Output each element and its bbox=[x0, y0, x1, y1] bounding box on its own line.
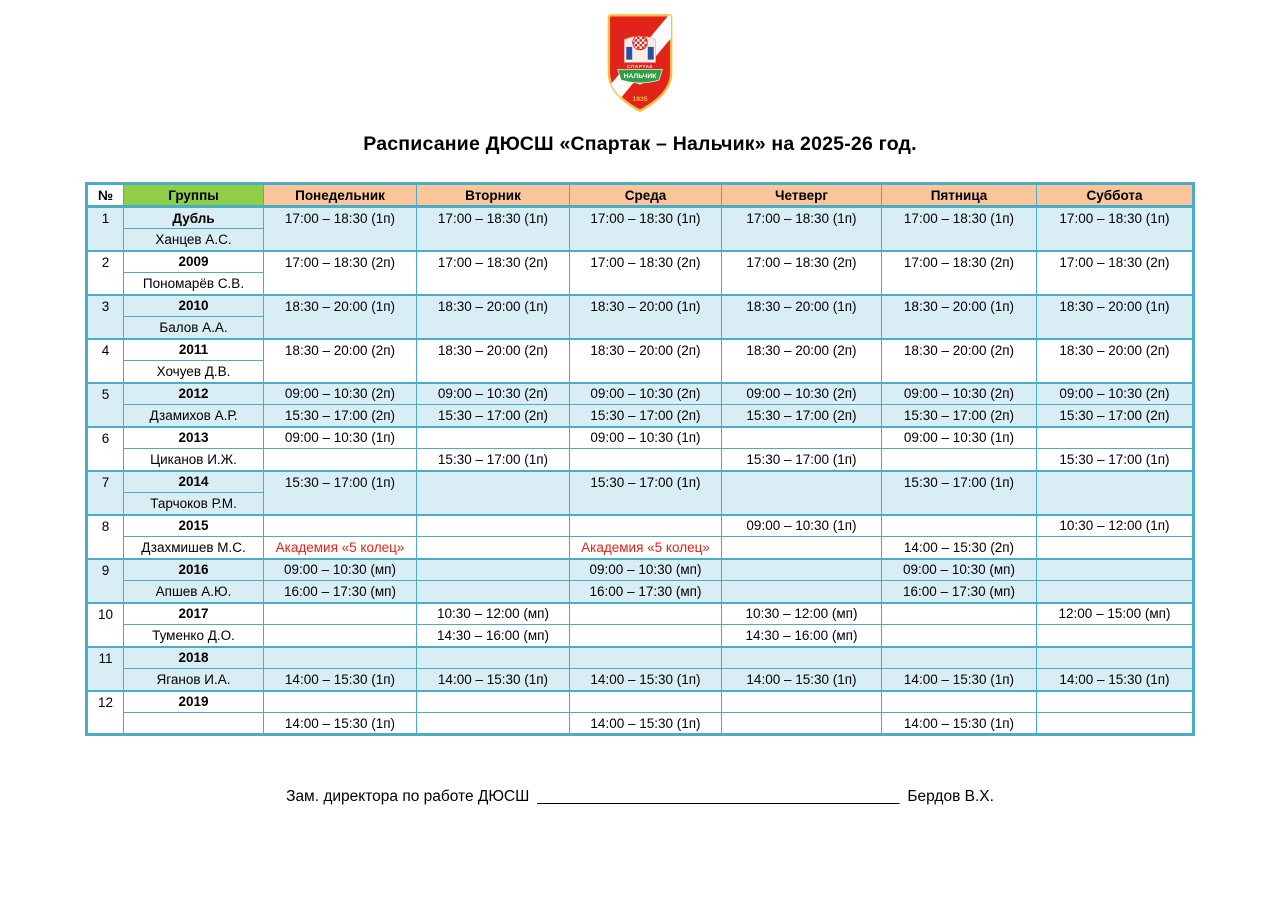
group-number: 2 bbox=[87, 251, 124, 295]
group-row-top-12 bbox=[87, 691, 1194, 713]
time-cell-monday: 15:30 – 17:00 (2п) bbox=[264, 405, 417, 427]
time-cell-saturday bbox=[1037, 581, 1194, 603]
time-cell-saturday: 10:30 – 12:00 (1п) bbox=[1037, 515, 1194, 537]
time-cell-thursday bbox=[722, 537, 882, 559]
time-cell-wednesday: 14:00 – 15:30 (1п) bbox=[570, 713, 722, 735]
logo-year-text: 1935 bbox=[632, 95, 648, 103]
time-cell-wednesday bbox=[570, 449, 722, 471]
time-cell-friday: 16:00 – 17:30 (мп) bbox=[882, 581, 1037, 603]
time-cell-tuesday: 18:30 – 20:00 (1п) bbox=[417, 295, 570, 339]
club-crest-logo bbox=[0, 12, 1280, 114]
group-row-top-11 bbox=[87, 647, 1194, 669]
time-cell-friday bbox=[882, 449, 1037, 471]
time-cell-saturday bbox=[1037, 559, 1194, 581]
group-number: 12 bbox=[87, 691, 124, 735]
time-cell-thursday: 10:30 – 12:00 (мп) bbox=[722, 603, 882, 625]
column-header-wednesday: Среда bbox=[570, 184, 722, 207]
group-name: Дубль bbox=[124, 207, 264, 229]
time-cell-tuesday: 15:30 – 17:00 (1п) bbox=[417, 449, 570, 471]
coach-name: Циканов И.Ж. bbox=[124, 449, 264, 471]
time-cell-tuesday: 14:30 – 16:00 (мп) bbox=[417, 625, 570, 647]
time-cell-tuesday: 14:00 – 15:30 (1п) bbox=[417, 669, 570, 691]
time-cell-tuesday: 15:30 – 17:00 (2п) bbox=[417, 405, 570, 427]
column-header-friday: Пятница bbox=[882, 184, 1037, 207]
coach-name: Туменко Д.О. bbox=[124, 625, 264, 647]
coach-name: Дзамихов А.Р. bbox=[124, 405, 264, 427]
time-cell-wednesday: 09:00 – 10:30 (2п) bbox=[570, 383, 722, 405]
time-cell-saturday: 18:30 – 20:00 (1п) bbox=[1037, 295, 1194, 339]
time-cell-tuesday: 17:00 – 18:30 (2п) bbox=[417, 251, 570, 295]
group-row-bottom-11 bbox=[87, 669, 1194, 691]
group-row-top-3 bbox=[87, 295, 1194, 317]
group-number: 5 bbox=[87, 383, 124, 427]
time-cell-monday: 09:00 – 10:30 (2п) bbox=[264, 383, 417, 405]
time-cell-friday: 18:30 – 20:00 (1п) bbox=[882, 295, 1037, 339]
time-cell-thursday: 17:00 – 18:30 (2п) bbox=[722, 251, 882, 295]
group-number: 3 bbox=[87, 295, 124, 339]
time-cell-saturday: 17:00 – 18:30 (2п) bbox=[1037, 251, 1194, 295]
group-name: 2014 bbox=[124, 471, 264, 493]
time-cell-friday: 09:00 – 10:30 (2п) bbox=[882, 383, 1037, 405]
spartak-nalchik-crest-icon bbox=[603, 12, 677, 114]
time-cell-monday bbox=[264, 691, 417, 713]
coach-name: Ханцев А.С. bbox=[124, 229, 264, 251]
time-cell-friday: 09:00 – 10:30 (1п) bbox=[882, 427, 1037, 449]
time-cell-saturday bbox=[1037, 625, 1194, 647]
time-cell-wednesday: 17:00 – 18:30 (2п) bbox=[570, 251, 722, 295]
group-row-top-2 bbox=[87, 251, 1194, 273]
time-cell-wednesday: 17:00 – 18:30 (1п) bbox=[570, 207, 722, 251]
group-row-top-1 bbox=[87, 207, 1194, 229]
time-cell-monday bbox=[264, 515, 417, 537]
time-cell-saturday: 15:30 – 17:00 (1п) bbox=[1037, 449, 1194, 471]
time-cell-saturday: 12:00 – 15:00 (мп) bbox=[1037, 603, 1194, 625]
time-cell-tuesday bbox=[417, 691, 570, 713]
time-cell-tuesday: 17:00 – 18:30 (1п) bbox=[417, 207, 570, 251]
time-cell-tuesday bbox=[417, 537, 570, 559]
group-row-top-8 bbox=[87, 515, 1194, 537]
time-cell-saturday bbox=[1037, 691, 1194, 713]
time-cell-tuesday: 10:30 – 12:00 (мп) bbox=[417, 603, 570, 625]
logo-team-text: СПАРТАК bbox=[627, 63, 653, 69]
schedule-table bbox=[85, 182, 1195, 736]
coach-name: Тарчоков Р.М. bbox=[124, 493, 264, 515]
group-name: 2010 bbox=[124, 295, 264, 317]
time-cell-thursday: 18:30 – 20:00 (1п) bbox=[722, 295, 882, 339]
time-cell-tuesday: 09:00 – 10:30 (2п) bbox=[417, 383, 570, 405]
group-name: 2011 bbox=[124, 339, 264, 361]
logo-city-text: НАЛЬЧИК bbox=[623, 73, 657, 81]
time-cell-friday: 14:00 – 15:30 (1п) bbox=[882, 669, 1037, 691]
time-cell-thursday bbox=[722, 581, 882, 603]
group-number: 1 bbox=[87, 207, 124, 251]
time-cell-friday: 15:30 – 17:00 (2п) bbox=[882, 405, 1037, 427]
column-header-num: № bbox=[87, 184, 124, 207]
coach-name: Апшев А.Ю. bbox=[124, 581, 264, 603]
time-cell-monday: 14:00 – 15:30 (1п) bbox=[264, 669, 417, 691]
header-row bbox=[87, 184, 1194, 207]
group-row-top-7 bbox=[87, 471, 1194, 493]
time-cell-saturday: 17:00 – 18:30 (1п) bbox=[1037, 207, 1194, 251]
coach-name bbox=[124, 713, 264, 735]
coach-name: Балов А.А. bbox=[124, 317, 264, 339]
time-cell-friday: 17:00 – 18:30 (2п) bbox=[882, 251, 1037, 295]
time-cell-monday: 15:30 – 17:00 (1п) bbox=[264, 471, 417, 515]
group-number: 6 bbox=[87, 427, 124, 471]
time-cell-monday bbox=[264, 625, 417, 647]
group-name: 2012 bbox=[124, 383, 264, 405]
time-cell-thursday: 14:30 – 16:00 (мп) bbox=[722, 625, 882, 647]
coach-name: Пономарёв С.В. bbox=[124, 273, 264, 295]
group-row-top-10 bbox=[87, 603, 1194, 625]
group-row-top-5 bbox=[87, 383, 1194, 405]
schedule-table-header bbox=[87, 184, 1194, 207]
group-number: 9 bbox=[87, 559, 124, 603]
time-cell-wednesday bbox=[570, 625, 722, 647]
time-cell-friday bbox=[882, 603, 1037, 625]
group-row-bottom-9 bbox=[87, 581, 1194, 603]
time-cell-monday bbox=[264, 449, 417, 471]
group-row-bottom-5 bbox=[87, 405, 1194, 427]
time-cell-friday: 14:00 – 15:30 (1п) bbox=[882, 713, 1037, 735]
group-row-top-6 bbox=[87, 427, 1194, 449]
time-cell-wednesday: 18:30 – 20:00 (2п) bbox=[570, 339, 722, 383]
time-cell-tuesday bbox=[417, 515, 570, 537]
coach-name: Яганов И.А. bbox=[124, 669, 264, 691]
time-cell-wednesday bbox=[570, 691, 722, 713]
signature-blank-line: __________________________________________ bbox=[537, 788, 900, 805]
time-cell-thursday: 15:30 – 17:00 (2п) bbox=[722, 405, 882, 427]
group-name: 2016 bbox=[124, 559, 264, 581]
time-cell-wednesday: 14:00 – 15:30 (1п) bbox=[570, 669, 722, 691]
time-cell-monday: Академия «5 колец» bbox=[264, 537, 417, 559]
time-cell-saturday: 09:00 – 10:30 (2п) bbox=[1037, 383, 1194, 405]
group-row-bottom-12 bbox=[87, 713, 1194, 735]
group-number: 11 bbox=[87, 647, 124, 691]
time-cell-monday bbox=[264, 603, 417, 625]
time-cell-wednesday bbox=[570, 515, 722, 537]
time-cell-friday bbox=[882, 515, 1037, 537]
time-cell-wednesday: Академия «5 колец» bbox=[570, 537, 722, 559]
time-cell-monday: 18:30 – 20:00 (2п) bbox=[264, 339, 417, 383]
schedule-table-body bbox=[87, 207, 1194, 735]
group-row-top-4 bbox=[87, 339, 1194, 361]
time-cell-saturday bbox=[1037, 427, 1194, 449]
group-name: 2009 bbox=[124, 251, 264, 273]
time-cell-saturday bbox=[1037, 471, 1194, 515]
time-cell-thursday bbox=[722, 713, 882, 735]
column-header-groups: Группы bbox=[124, 184, 264, 207]
time-cell-wednesday: 18:30 – 20:00 (1п) bbox=[570, 295, 722, 339]
time-cell-monday bbox=[264, 647, 417, 669]
group-name: 2015 bbox=[124, 515, 264, 537]
time-cell-saturday bbox=[1037, 647, 1194, 669]
group-row-bottom-8 bbox=[87, 537, 1194, 559]
time-cell-tuesday bbox=[417, 581, 570, 603]
time-cell-friday bbox=[882, 691, 1037, 713]
time-cell-tuesday: 18:30 – 20:00 (2п) bbox=[417, 339, 570, 383]
group-name: 2013 bbox=[124, 427, 264, 449]
time-cell-tuesday bbox=[417, 647, 570, 669]
time-cell-thursday: 18:30 – 20:00 (2п) bbox=[722, 339, 882, 383]
time-cell-wednesday: 15:30 – 17:00 (1п) bbox=[570, 471, 722, 515]
time-cell-thursday bbox=[722, 647, 882, 669]
time-cell-tuesday bbox=[417, 471, 570, 515]
group-number: 10 bbox=[87, 603, 124, 647]
page-title: Расписание ДЮСШ «Спартак – Нальчик» на 2025-26 год. bbox=[363, 133, 917, 155]
time-cell-saturday bbox=[1037, 713, 1194, 735]
time-cell-thursday bbox=[722, 559, 882, 581]
time-cell-monday: 18:30 – 20:00 (1п) bbox=[264, 295, 417, 339]
time-cell-friday: 09:00 – 10:30 (мп) bbox=[882, 559, 1037, 581]
time-cell-thursday: 09:00 – 10:30 (1п) bbox=[722, 515, 882, 537]
time-cell-saturday: 14:00 – 15:30 (1п) bbox=[1037, 669, 1194, 691]
time-cell-tuesday bbox=[417, 427, 570, 449]
time-cell-thursday: 09:00 – 10:30 (2п) bbox=[722, 383, 882, 405]
time-cell-thursday: 17:00 – 18:30 (1п) bbox=[722, 207, 882, 251]
time-cell-thursday bbox=[722, 427, 882, 449]
time-cell-monday: 09:00 – 10:30 (мп) bbox=[264, 559, 417, 581]
time-cell-wednesday bbox=[570, 647, 722, 669]
time-cell-saturday bbox=[1037, 537, 1194, 559]
signature-label: Зам. директора по работе ДЮСШ bbox=[286, 788, 530, 805]
group-name: 2019 bbox=[124, 691, 264, 713]
time-cell-wednesday: 15:30 – 17:00 (2п) bbox=[570, 405, 722, 427]
time-cell-monday: 09:00 – 10:30 (1п) bbox=[264, 427, 417, 449]
time-cell-wednesday: 16:00 – 17:30 (мп) bbox=[570, 581, 722, 603]
group-row-bottom-10 bbox=[87, 625, 1194, 647]
group-name: 2017 bbox=[124, 603, 264, 625]
time-cell-friday bbox=[882, 625, 1037, 647]
column-header-saturday: Суббота bbox=[1037, 184, 1194, 207]
signature-name: Бердов В.Х. bbox=[907, 788, 994, 805]
time-cell-friday: 18:30 – 20:00 (2п) bbox=[882, 339, 1037, 383]
column-header-thursday: Четверг bbox=[722, 184, 882, 207]
column-header-tuesday: Вторник bbox=[417, 184, 570, 207]
column-header-monday: Понедельник bbox=[264, 184, 417, 207]
group-number: 8 bbox=[87, 515, 124, 559]
time-cell-thursday bbox=[722, 471, 882, 515]
time-cell-thursday: 14:00 – 15:30 (1п) bbox=[722, 669, 882, 691]
time-cell-saturday: 18:30 – 20:00 (2п) bbox=[1037, 339, 1194, 383]
group-number: 4 bbox=[87, 339, 124, 383]
time-cell-tuesday bbox=[417, 713, 570, 735]
time-cell-monday: 14:00 – 15:30 (1п) bbox=[264, 713, 417, 735]
time-cell-friday: 14:00 – 15:30 (2п) bbox=[882, 537, 1037, 559]
time-cell-saturday: 15:30 – 17:00 (2п) bbox=[1037, 405, 1194, 427]
coach-name: Хочуев Д.В. bbox=[124, 361, 264, 383]
time-cell-friday: 15:30 – 17:00 (1п) bbox=[882, 471, 1037, 515]
time-cell-friday: 17:00 – 18:30 (1п) bbox=[882, 207, 1037, 251]
time-cell-tuesday bbox=[417, 559, 570, 581]
time-cell-friday bbox=[882, 647, 1037, 669]
group-number: 7 bbox=[87, 471, 124, 515]
time-cell-thursday: 15:30 – 17:00 (1п) bbox=[722, 449, 882, 471]
group-row-bottom-6 bbox=[87, 449, 1194, 471]
time-cell-monday: 17:00 – 18:30 (1п) bbox=[264, 207, 417, 251]
time-cell-wednesday bbox=[570, 603, 722, 625]
signature-block bbox=[0, 788, 1280, 806]
coach-name: Дзахмишев М.С. bbox=[124, 537, 264, 559]
group-name: 2018 bbox=[124, 647, 264, 669]
time-cell-wednesday: 09:00 – 10:30 (1п) bbox=[570, 427, 722, 449]
time-cell-monday: 17:00 – 18:30 (2п) bbox=[264, 251, 417, 295]
time-cell-wednesday: 09:00 – 10:30 (мп) bbox=[570, 559, 722, 581]
group-row-top-9 bbox=[87, 559, 1194, 581]
time-cell-monday: 16:00 – 17:30 (мп) bbox=[264, 581, 417, 603]
time-cell-thursday bbox=[722, 691, 882, 713]
